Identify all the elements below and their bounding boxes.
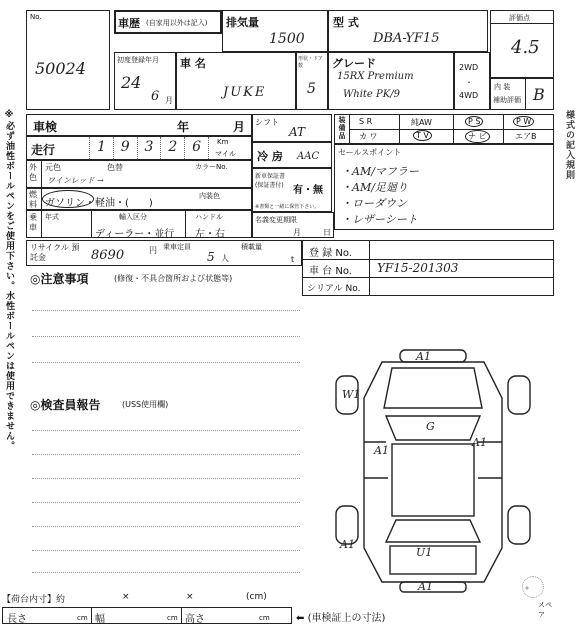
sales-point: ・AM/足廻り [341, 181, 408, 194]
import-label: 輸入区分 [119, 213, 147, 221]
drive-4wd: 4WD [459, 91, 479, 100]
interior-value: B [533, 85, 545, 104]
shaken-label: 車検 [33, 120, 58, 134]
shaken-month-unit: 月 [233, 120, 246, 134]
capacity-value: 5 [207, 250, 215, 264]
mileage-digit: 3 [137, 137, 161, 159]
grade-value-1: 15RX Premium [337, 71, 414, 82]
chassis-value: YF15-201303 [377, 261, 459, 275]
mileage-digit: 2 [160, 137, 184, 159]
history-note: (自家用以外は記入) [146, 19, 208, 27]
cargo-box [26, 210, 252, 238]
mileage-label: 走行 [31, 143, 56, 157]
doors-value: 5 [307, 81, 316, 97]
handle-label: ハンドル [195, 213, 223, 221]
chassis-label: 車 台 No. [309, 266, 352, 277]
length-unit: cm [77, 614, 88, 622]
km-unit: Km [217, 138, 229, 146]
mark-left: A1 [374, 444, 389, 457]
equip-pw: P W [513, 116, 534, 127]
notes-label: ◎注意事項 [30, 272, 89, 286]
cargo-x1: × [122, 592, 130, 602]
roof [392, 444, 474, 516]
drive-2wd: 2WD [459, 63, 479, 72]
warranty-value: 有・無 [293, 185, 323, 196]
recycle-box [26, 240, 302, 266]
interior-color-label: 内装色 [199, 192, 220, 200]
cargo-dims-label: 【荷台内寸】約 [2, 595, 66, 605]
spare-label: スペア [538, 601, 552, 619]
equip-airbag: エアB [515, 132, 537, 141]
cargo-dims [2, 592, 302, 606]
sales-point: ・レザーシート [341, 213, 418, 226]
spare-circle [522, 576, 544, 598]
load-unit: t [291, 255, 295, 264]
doors-box [296, 52, 328, 110]
wheel-rr [508, 506, 530, 544]
equip-label: 装備品 [338, 116, 346, 140]
mile-unit: マイル [215, 150, 236, 158]
width-unit: cm [167, 614, 178, 622]
serial-label: シリアル No. [307, 284, 361, 294]
lot-no-value: 50024 [35, 59, 86, 78]
height-unit: cm [259, 614, 270, 622]
cargo-x2: × [186, 592, 194, 602]
inspector-label: ◎検査員報告 [30, 398, 101, 412]
fuel-circle [42, 190, 94, 208]
car-name-label: 車 名 [180, 57, 206, 70]
lot-box [26, 10, 110, 110]
equip-ps: P S [465, 116, 483, 127]
grade-box [328, 52, 454, 110]
inspector-section [26, 392, 316, 582]
model-label: 型 式 [333, 16, 359, 29]
width-label: 幅 [95, 614, 105, 625]
color-box [26, 160, 252, 188]
mark-right: A1 [472, 436, 487, 449]
cargo-cm: (cm) [246, 592, 267, 602]
name-change-box [252, 212, 334, 238]
name-change-day: 日 [323, 228, 331, 237]
warranty-label: 新車保証書 (保証書付) [255, 173, 286, 189]
rear-bumper [400, 582, 466, 592]
front-bumper [400, 350, 466, 362]
dims-note-text: (車検証上の寸法) [307, 613, 386, 624]
dims-note [296, 609, 385, 624]
cargo-year-label: 年式 [45, 213, 59, 221]
drive-box [454, 52, 490, 110]
shaken-box [26, 114, 252, 136]
displacement-box [222, 10, 328, 52]
shaken-year-unit: 年 [177, 120, 190, 134]
mileage-digit: 1 [89, 137, 113, 159]
handle-value: 左・右 [195, 229, 225, 240]
lot-no-label: No. [30, 13, 42, 21]
orig-color-label: 元色 [45, 163, 61, 172]
car-damage-diagram [312, 338, 552, 596]
height-label: 高さ [185, 614, 205, 625]
name-change-label: 名義変更期限 [255, 216, 297, 224]
interior-label-1: 内 装 [494, 83, 511, 91]
score-label: 評価点 [509, 14, 530, 22]
color-value: ワインレッド → [47, 176, 104, 185]
history-box [114, 10, 222, 34]
right-side-note: 様式の記入規則 [564, 110, 574, 180]
notes-sub: (修復・不具合箇所および状態等) [114, 274, 233, 283]
arrow-left-icon: ⬅ [296, 613, 305, 624]
interior-box [490, 78, 554, 110]
equip-navi: ナ ビ [465, 130, 490, 143]
mark-u1: U1 [416, 546, 433, 559]
aircon-box [252, 142, 332, 168]
mark-w1: W1 [342, 388, 361, 401]
equip-aw: 純AW [411, 118, 432, 127]
first-reg-label: 初度登録年月 [117, 56, 159, 64]
inspector-sub: (USS使用欄) [122, 400, 169, 409]
mileage-digit: 6 [184, 137, 209, 159]
name-change-month: 月 [293, 228, 301, 237]
mark-front: A1 [416, 350, 431, 363]
model-box [328, 10, 488, 52]
side-note: ※必ず油性ボールペンをご使用下さい。水性ボールペンは使用できません。 [4, 110, 14, 451]
equip-sr: S R [359, 117, 373, 126]
color-ext-label: 外色 [29, 163, 37, 182]
grade-label: グレード [332, 57, 376, 70]
shift-value: AT [289, 125, 306, 139]
length-label: 長さ [7, 614, 27, 625]
capacity-unit: 人 [221, 254, 229, 263]
score-box [490, 10, 554, 78]
equip-leather: カ ワ [359, 132, 378, 141]
score-value: 4.5 [511, 37, 540, 58]
rear-window [386, 520, 480, 542]
mileage-box [26, 136, 252, 160]
color-no-label: カラーNo. [195, 163, 228, 171]
dims-row [2, 607, 292, 624]
car-body-outline [364, 362, 502, 582]
mileage-digit: 9 [113, 137, 137, 159]
color-code-label: 色替 [107, 163, 123, 172]
aircon-value: AAC [297, 151, 320, 162]
capacity-label: 乗車定員 [163, 243, 191, 251]
fuel-options: ガソリン・軽油・( ) [45, 198, 153, 209]
doors-label: 形状・ドア数 [298, 56, 323, 69]
reg-year-value: 24 [121, 73, 142, 92]
history-label: 車歴 [118, 17, 140, 30]
recycle-value: 8690 [91, 248, 125, 263]
wheel-fr [508, 376, 530, 414]
first-reg-box [114, 52, 176, 110]
displacement-label: 排気量 [226, 16, 259, 29]
reg-no-label: 登 録 No. [309, 248, 352, 259]
interior-label-2: 補助評価 [493, 96, 521, 104]
cargo-label: 乗車 [29, 213, 37, 232]
shift-box [252, 114, 332, 142]
trunk [390, 546, 476, 574]
sales-point: ・ローダウン [341, 197, 407, 210]
mark-rl: A1 [340, 538, 355, 551]
sales-points-box [334, 144, 554, 230]
mark-rear: A1 [418, 580, 433, 593]
drive-dot: ・ [465, 78, 473, 87]
shift-label: シフト [255, 118, 279, 127]
reg-month-value: 6 [151, 89, 160, 104]
model-value: DBA-YF15 [373, 31, 440, 46]
equipment-box [334, 114, 554, 144]
grade-value-2: White PK/9 [343, 89, 400, 100]
fuel-label: 燃料 [29, 190, 37, 209]
aircon-label: 冷 房 [257, 150, 283, 163]
mileage-digits [89, 137, 209, 159]
notes-section [26, 266, 302, 386]
warranty-box [252, 168, 332, 212]
load-label: 積載量 [241, 243, 262, 251]
recycle-label: リサイクル 預託金 [30, 243, 80, 262]
reg-month-unit: 月 [165, 96, 173, 105]
equip-tv: T V [413, 130, 432, 141]
sales-point-label: セールスポイント [338, 148, 402, 157]
registration-box [302, 240, 554, 296]
car-name-box [176, 52, 296, 110]
import-value: ディーラー・並行 [95, 229, 175, 240]
displacement-value: 1500 [269, 31, 305, 47]
recycle-yen: 円 [149, 246, 157, 255]
sales-point: ・AM/マフラー [341, 165, 419, 178]
car-name-value: JUKE [223, 85, 267, 100]
mark-g: G [426, 420, 435, 433]
warranty-note: ※書類と一緒に保管下さい。 [255, 204, 320, 210]
hood [384, 368, 482, 408]
